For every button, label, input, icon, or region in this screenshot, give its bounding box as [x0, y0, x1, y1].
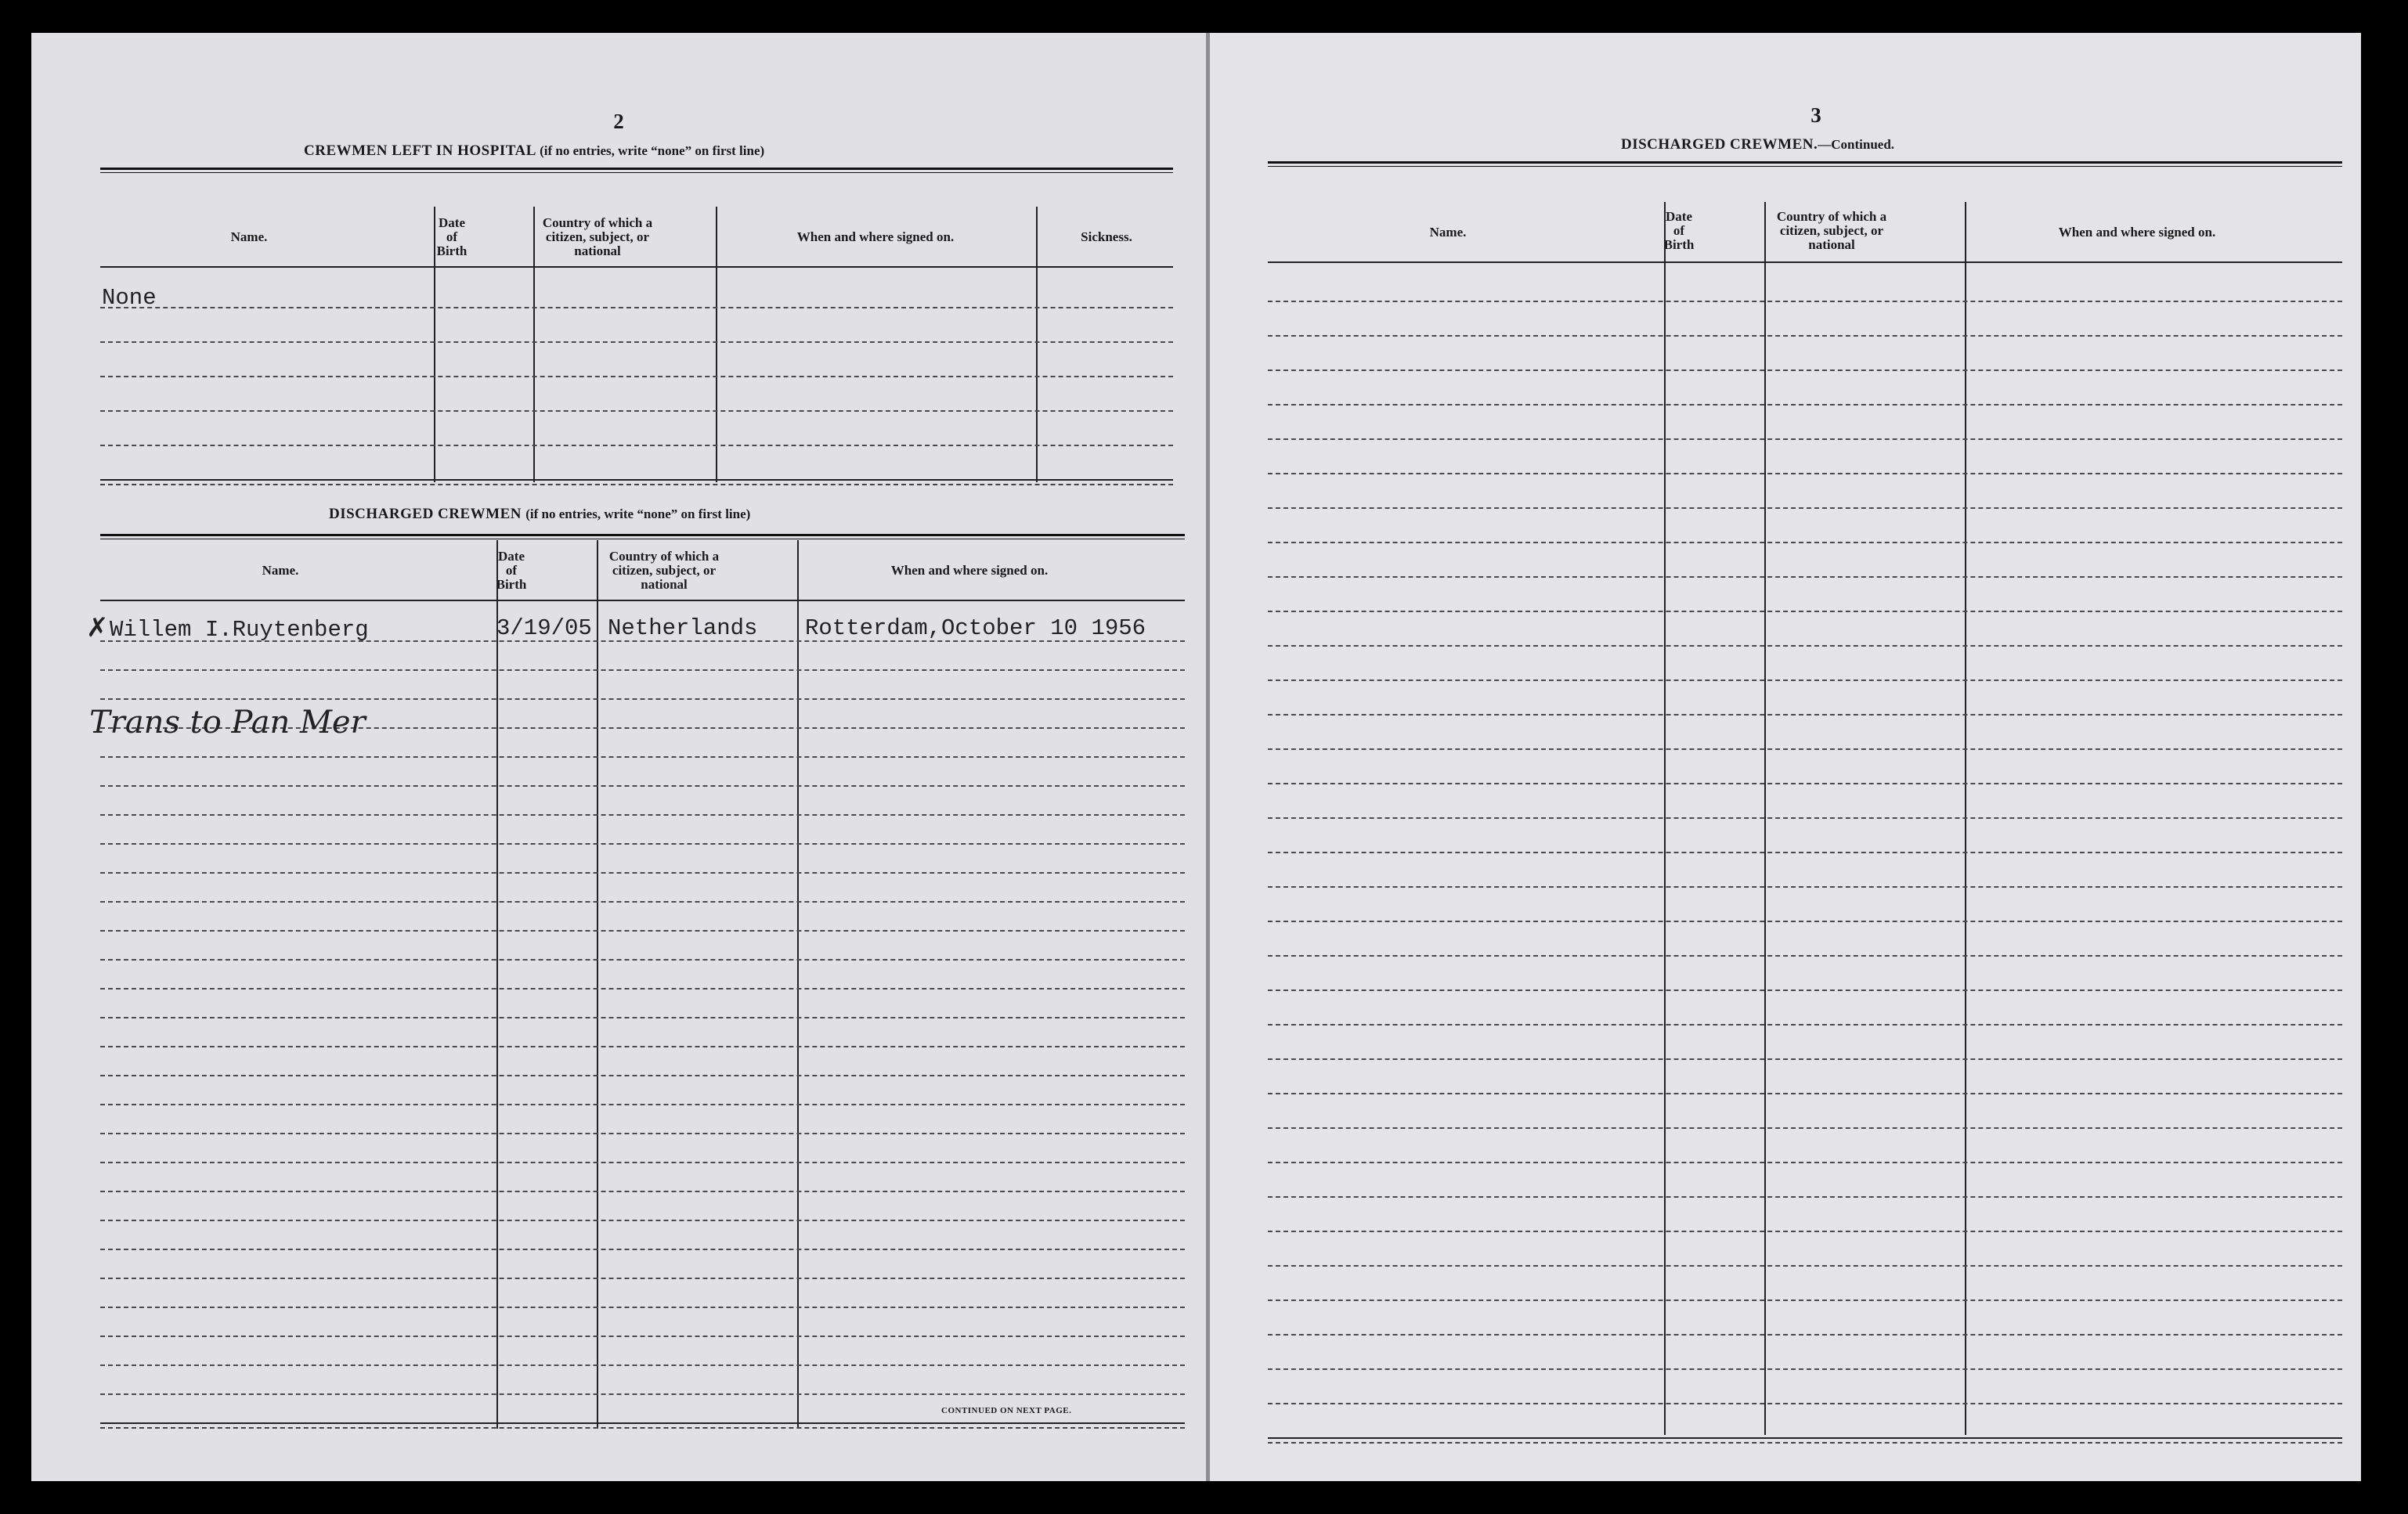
right-title-text: DISCHARGED CREWMEN.: [1621, 136, 1818, 153]
table-row: [1268, 335, 2342, 337]
header-country-line: citizen, subject, or: [1779, 223, 1884, 238]
left-page: [31, 33, 1206, 1481]
table-row: [1268, 1093, 2342, 1094]
header-dob-line: Birth: [436, 243, 468, 258]
discharged-title-text: DISCHARGED CREWMEN: [329, 506, 522, 522]
continued-note: CONTINUED ON NEXT PAGE.: [941, 1406, 1072, 1415]
header-country-line: Country of which a: [608, 549, 720, 564]
header-sickness: Sickness.: [1081, 229, 1132, 244]
table-row: [1268, 1300, 2342, 1301]
table-row: [100, 1307, 1185, 1308]
table-top-rule: [100, 534, 1185, 539]
table-row: [100, 698, 1185, 700]
table-row: [1268, 1196, 2342, 1198]
header-country-line: citizen, subject, or: [612, 563, 717, 578]
table-row: [1268, 679, 2342, 681]
table-row: [1268, 990, 2342, 991]
header-country-line: national: [641, 577, 688, 592]
table-bottom-rule: [100, 479, 1173, 485]
handwritten-note: Trans to Pan Mer: [89, 705, 366, 741]
table-row: [100, 1162, 1185, 1163]
column-divider: [496, 540, 498, 1429]
table-row: [1268, 507, 2342, 509]
table-row: [1268, 404, 2342, 406]
hospital-section-title: [304, 142, 764, 160]
discharged-section-title: [329, 506, 750, 523]
header-rule: [100, 266, 1173, 268]
table-row: [100, 1017, 1185, 1018]
header-rule: [100, 600, 1185, 601]
column-divider: [716, 207, 717, 482]
page-number: 3: [1811, 103, 1821, 127]
table-row: [100, 930, 1185, 932]
table-row: [1268, 576, 2342, 578]
table-row: [1268, 438, 2342, 440]
table-row: [100, 410, 1173, 412]
table-row: [100, 669, 1185, 671]
column-divider: [597, 540, 598, 1429]
table-row: [100, 814, 1185, 816]
header-signed: When and where signed on.: [2058, 225, 2216, 240]
table-row: [100, 1364, 1185, 1366]
table-row: [1268, 817, 2342, 819]
table-row: [100, 1336, 1185, 1337]
header-signed: When and where signed on.: [796, 229, 955, 244]
table-row: [100, 901, 1185, 903]
header-dob-line: Date: [439, 215, 465, 230]
table-row: [100, 872, 1185, 874]
table-row: [1268, 1162, 2342, 1163]
table-row: [1268, 921, 2342, 922]
table-row: [100, 1046, 1185, 1047]
header-rule: [1268, 261, 2342, 263]
table-row: [100, 1393, 1185, 1395]
header-dob-line: Date: [498, 549, 525, 564]
hospital-entry-name: None: [102, 285, 157, 311]
discharged-table: [86, 534, 1185, 1438]
right-title-suffix: —Continued.: [1818, 137, 1895, 152]
table-row: [100, 1220, 1185, 1221]
table-row: [1268, 783, 2342, 784]
hospital-table: [100, 168, 1173, 492]
table-row: [1268, 714, 2342, 716]
hospital-title-note: (if no entries, write “none” on first line): [540, 143, 765, 158]
table-row: [1268, 886, 2342, 888]
header-dob-line: of: [505, 563, 518, 578]
column-divider: [434, 207, 435, 482]
table-row: [1268, 301, 2342, 302]
header-dob: [401, 216, 503, 258]
header-name: Name.: [262, 563, 299, 578]
table-row: [1268, 611, 2342, 612]
right-section-title: [1621, 136, 1894, 153]
table-row: [1268, 1024, 2342, 1026]
header-dob-line: Birth: [496, 577, 527, 592]
table-row: [1268, 1231, 2342, 1232]
header-signed: When and where signed on.: [890, 563, 1049, 578]
table-row: [100, 1249, 1185, 1250]
table-row: [1268, 369, 2342, 371]
header-dob-line: of: [446, 229, 458, 244]
check-mark: ✗: [86, 612, 109, 643]
table-row: [100, 307, 1173, 308]
table-row: [1268, 852, 2342, 853]
discharged-title-note: (if no entries, write “none” on first line): [525, 506, 751, 521]
table-row: [100, 988, 1185, 990]
discharged-entry-name: Willem I.Ruytenberg: [110, 617, 369, 643]
table-row: [100, 1278, 1185, 1279]
right-page: [1210, 33, 2361, 1481]
table-bottom-rule: [1268, 1437, 2342, 1444]
header-country: [566, 550, 762, 592]
header-name: Name.: [1429, 225, 1467, 240]
header-country-line: Country of which a: [542, 215, 653, 230]
table-row: [100, 1104, 1185, 1105]
table-row: [1268, 955, 2342, 957]
table-bottom-rule: [100, 1422, 1185, 1429]
column-divider: [1036, 207, 1038, 482]
table-top-rule: [1268, 161, 2342, 167]
table-row: [1268, 1127, 2342, 1129]
table-row: [1268, 1334, 2342, 1336]
table-row: [1268, 645, 2342, 647]
table-row: [100, 785, 1185, 787]
table-row: [100, 445, 1173, 446]
header-country-line: national: [1808, 237, 1855, 252]
table-row: [100, 341, 1173, 343]
header-country-line: national: [574, 243, 621, 258]
header-country-line: Country of which a: [1776, 209, 1887, 224]
discharged-entry-signed: Rotterdam,October 10 1956: [805, 615, 1146, 641]
table-row: [1268, 1058, 2342, 1060]
header-dob: [460, 550, 562, 592]
column-divider: [533, 207, 535, 482]
discharged-entry-dob: 3/19/05: [496, 615, 592, 641]
column-divider: [797, 540, 799, 1429]
header-name: Name.: [230, 229, 268, 244]
table-row: [100, 1133, 1185, 1134]
right-table: [1268, 161, 2342, 1441]
header-country: [1730, 210, 1933, 252]
header-dob-line: Birth: [1663, 237, 1695, 252]
header-dob: [1628, 210, 1730, 252]
table-row: [1268, 1368, 2342, 1370]
discharged-entry-country: Netherlands: [608, 615, 758, 641]
table-row: [1268, 542, 2342, 543]
table-row: [1268, 748, 2342, 750]
table-row: [100, 1191, 1185, 1192]
hospital-title-text: CREWMEN LEFT IN HOSPITAL: [304, 142, 536, 159]
table-row: [1268, 473, 2342, 474]
page-number: 2: [613, 110, 624, 133]
table-top-rule: [100, 168, 1173, 173]
table-row: [100, 376, 1173, 377]
table-row: [1268, 1265, 2342, 1267]
table-row: [1268, 1403, 2342, 1404]
header-dob-line: of: [1673, 223, 1685, 238]
table-row: [100, 756, 1185, 758]
header-dob-line: Date: [1666, 209, 1692, 224]
table-row: [100, 843, 1185, 845]
header-country-line: citizen, subject, or: [545, 229, 650, 244]
table-row: [100, 1075, 1185, 1076]
table-row: [100, 959, 1185, 961]
